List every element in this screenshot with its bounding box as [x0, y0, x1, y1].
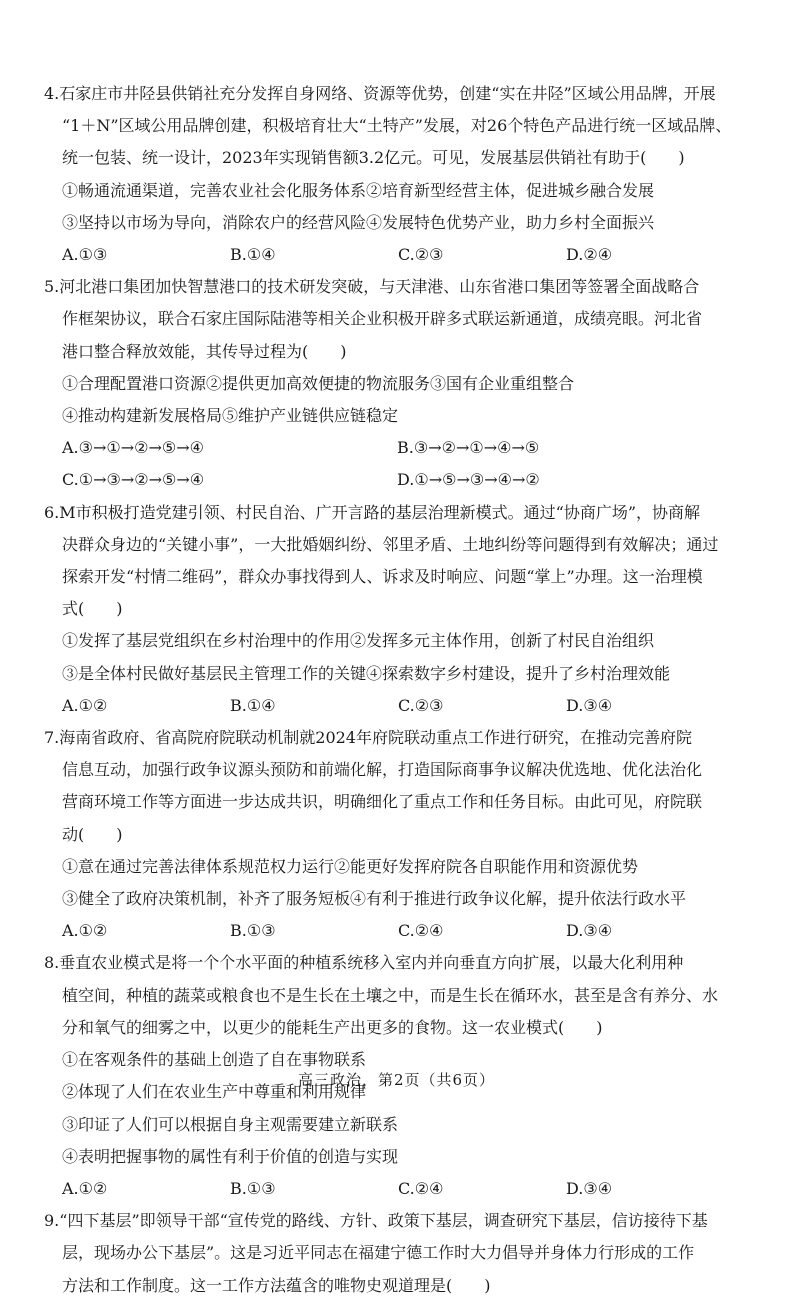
statement-line: ②体现了人们在农业生产中尊重和利用规律: [62, 1082, 367, 1102]
question-stem-line: 作框架协议，联合石家庄国际陆港等相关企业积极开辟多式联运新通道，成绩亮眼。河北省: [62, 309, 703, 329]
statement-line: ①意在通过完善法律体系规范权力运行②能更好发挥府院各自职能作用和资源优势: [62, 856, 639, 876]
question-7: [44, 722, 749, 947]
question-stem-line: 信息互动，加强行政争议源头预防和前端化解，打造国际商事争议解决优选地、优化法治化: [62, 760, 703, 780]
option-b: B.①③: [230, 921, 276, 941]
question-4: [44, 78, 749, 271]
question-stem-line: 5.河北港口集团加快智慧港口的技术研发突破，与天津港、山东省港口集团等签署全面战略合: [44, 277, 700, 297]
option-d: D.③④: [566, 695, 613, 715]
question-stem-line: 统一包装、统一设计，2023年实现销售额3.2亿元。可见，发展基层供销社有助于( ): [62, 148, 685, 168]
question-stem-line: 港口整合释放效能，其传导过程为( ): [62, 341, 347, 361]
option-d: D.②④: [566, 245, 613, 265]
statement-line: ③坚持以市场为导向，消除农户的经营风险④发展特色优势产业，助力乡村全面振兴: [62, 212, 655, 232]
question-stem-line: 决群众身边的“关键小事”，一大批婚姻纠纷、邻里矛盾、土地纠纷等问题得到有效解决；通过: [62, 534, 719, 554]
option-a: A.③→①→②→⑤→④: [62, 438, 204, 458]
answer-options: [44, 239, 749, 271]
option-d: D.③④: [566, 921, 613, 941]
question-stem-line: 9.“四下基层”即领导干部“宣传党的路线、方针、政策下基层，调查研究下基层，信访接待下基: [44, 1211, 708, 1231]
option-a: A.①②: [62, 695, 108, 715]
statement-line: ①合理配置港口资源②提供更加高效便捷的物流服务③国有企业重组整合: [62, 373, 575, 393]
option-d: D.①→⑤→③→④→②: [397, 470, 540, 490]
question-stem-line: 植空间，种植的蔬菜或粮食也不是生长在土壤之中，而是生长在循环水，甚至是含有养分、水: [62, 985, 719, 1005]
option-c: C.②③: [398, 695, 444, 715]
statement-line: ①在客观条件的基础上创造了自在事物联系: [62, 1050, 367, 1070]
question-stem-line: 营商环境工作等方面进一步达成共识，明确细化了重点工作和任务目标。由此可见，府院联: [62, 792, 703, 812]
option-d: D.③④: [566, 1178, 613, 1198]
answer-options: [44, 915, 749, 947]
statement-line: ①畅通流通渠道，完善农业社会化服务体系②培育新型经营主体，促进城乡融合发展: [62, 180, 655, 200]
question-stem-line: 分和氧气的细雾之中，以更少的能耗生产出更多的食物。这一农业模式( ): [62, 1017, 603, 1037]
option-b: B.①④: [230, 245, 276, 265]
question-5: [44, 271, 749, 496]
answer-options: [44, 432, 749, 464]
statement-line: ③是全体村民做好基层民主管理工作的关键④探索数字乡村建设，提升了乡村治理效能: [62, 663, 671, 683]
question-9: [44, 1205, 749, 1302]
option-a: A.①②: [62, 1178, 108, 1198]
option-b: B.①③: [230, 1178, 276, 1198]
option-c: C.②④: [398, 921, 444, 941]
statement-line: ④表明把握事物的属性有利于价值的创造与实现: [62, 1146, 399, 1166]
question-stem-line: 动( ): [62, 824, 123, 844]
statement-line: ①发挥了基层党组织在乡村治理中的作用②发挥多元主体作用，创新了村民自治组织: [62, 631, 655, 651]
question-stem-line: 探索开发“村情二维码”，群众办事找得到人、诉求及时响应、问题“掌上”办理。这一治理模: [62, 567, 703, 587]
question-stem-line: 7.海南省政府、省高院府院联动机制就2024年府院联动重点工作进行研究，在推动完善府院: [44, 728, 692, 748]
statement-line: ③健全了政府决策机制，补齐了服务短板④有利于推进行政争议化解，提升依法行政水平: [62, 889, 687, 909]
statement-line: ③印证了人们可以根据自身主观需要建立新联系: [62, 1114, 399, 1134]
question-stem-line: 方法和工作制度。这一工作方法蕴含的唯物史观道理是( ): [62, 1275, 491, 1295]
question-stem-line: “1＋N”区域公用品牌创建，积极培育壮大“土特产”发展，对26个特色产品进行统一区域品牌、: [62, 116, 732, 136]
question-stem-line: 4.石家庄市井陉县供销社充分发挥自身网络、资源等优势，创建“实在井陉”区域公用品牌，开展: [44, 84, 716, 103]
option-a: A.①②: [62, 921, 108, 941]
question-stem-line: 8.垂直农业模式是将一个个水平面的种植系统移入室内并向垂直方向扩展，以最大化利用种: [44, 953, 684, 973]
option-b: B.③→②→①→④→⑤: [397, 438, 540, 458]
option-c: C.①→③→②→⑤→④: [62, 470, 205, 490]
option-a: A.①③: [62, 245, 108, 265]
answer-options: [44, 464, 749, 496]
question-stem-line: 6.M市积极打造党建引领、村民自治、广开言路的基层治理新模式。通过“协商广场”，协商解: [44, 502, 701, 522]
answer-options: [44, 690, 749, 722]
answer-options: [44, 1173, 749, 1205]
option-b: B.①④: [230, 695, 276, 715]
question-stem-line: 层，现场办公下基层”。这是习近平同志在福建宁德工作时大力倡导并身体力行形成的工作: [62, 1243, 695, 1263]
option-c: C.②④: [398, 1178, 444, 1198]
question-6: [44, 497, 749, 722]
page-footer: 高三政治，第2页（共6页）: [297, 1071, 496, 1089]
option-c: C.②③: [398, 245, 444, 265]
statement-line: ④推动构建新发展格局⑤维护产业链供应链稳定: [62, 406, 399, 426]
question-stem-line: 式( ): [62, 599, 123, 619]
